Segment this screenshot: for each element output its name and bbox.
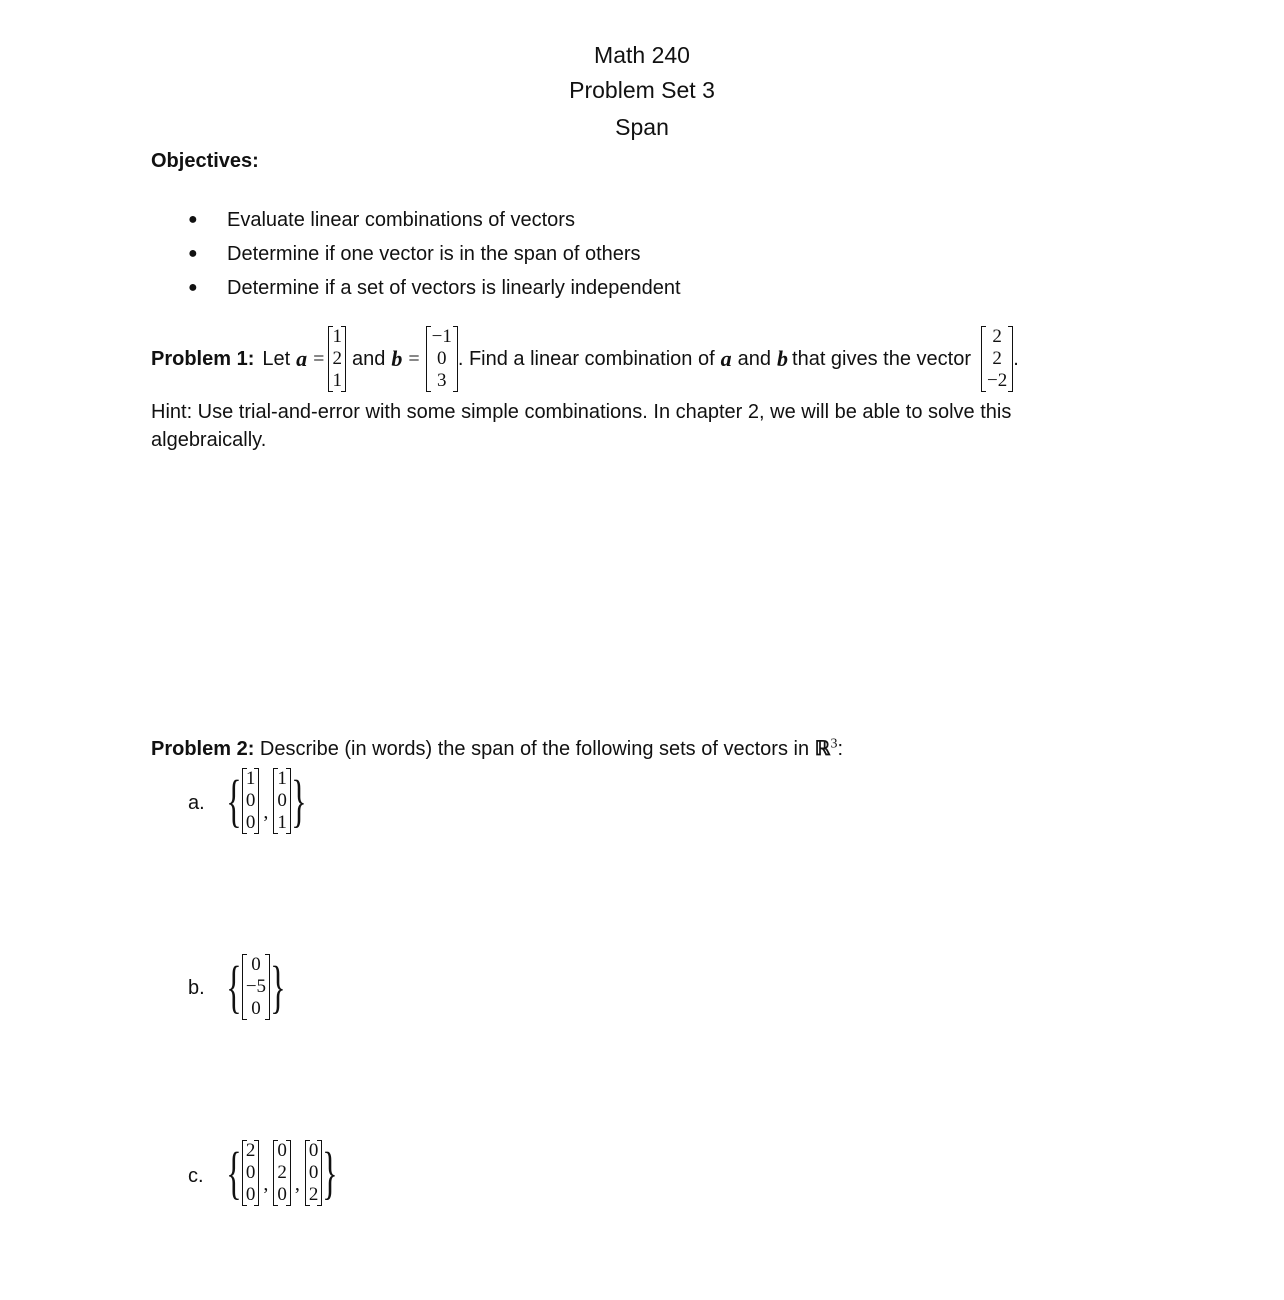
objectives-list [188, 203, 681, 305]
comma: , [263, 800, 269, 823]
problem-1-text: . Find a linear combination of [457, 347, 715, 370]
target-vector-entry: −2 [987, 370, 1008, 391]
vector-entry: 0 [251, 998, 261, 1019]
vector-entry: 0 [277, 790, 287, 811]
right-brace: } [291, 768, 307, 833]
bullet-icon: ● [188, 245, 198, 262]
vector-entry: 1 [277, 768, 287, 789]
set-vector [305, 1140, 323, 1206]
vector-b [426, 326, 458, 392]
vector-b-entry: −1 [431, 326, 452, 347]
problem-1-text: that gives the vector [792, 347, 971, 370]
vector-entry: 2 [308, 1184, 319, 1205]
exponent: 3 [830, 736, 838, 752]
left-brace: { [226, 1140, 242, 1205]
colon: : [837, 738, 844, 760]
problem-2-statement [151, 736, 843, 761]
part-a-label: a. [188, 792, 205, 814]
vector-a-symbol: a [720, 346, 732, 371]
vector-a-symbol: a [296, 346, 308, 371]
part-b-label: b. [188, 977, 205, 999]
vector-set-a [226, 768, 307, 834]
vector-entry: 2 [245, 1140, 256, 1161]
vector-entry: 1 [245, 768, 256, 789]
hint-line: Hint: Use trial-and-error with some simple combinations. In chapter 2, we will be able to solve this [151, 401, 1012, 423]
set-vector [273, 1140, 291, 1206]
course-title: Math 240 [594, 42, 690, 68]
vector-b-symbol: b [391, 346, 403, 371]
target-vector [981, 326, 1013, 392]
vector-a [328, 326, 346, 392]
vector-entry: 1 [277, 812, 287, 833]
part-c-label: c. [188, 1165, 204, 1187]
problem-1-hint [151, 398, 1011, 454]
bullet-icon: ● [188, 211, 198, 228]
vector-entry: 2 [277, 1162, 287, 1183]
left-brace: { [226, 954, 242, 1019]
vector-entry: −5 [245, 976, 267, 997]
set-vector [242, 768, 260, 834]
set-vector [273, 768, 291, 834]
vector-set-b [226, 954, 286, 1020]
set-vector [242, 1140, 260, 1206]
vector-entry: 0 [251, 954, 261, 975]
vector-b-entry: 3 [436, 370, 447, 391]
vector-b-entry: 0 [436, 348, 447, 369]
set-vector [242, 954, 270, 1020]
real-space-symbol: ℝ [814, 738, 831, 760]
vector-set-c [226, 1140, 338, 1206]
and-text: and [737, 347, 772, 370]
objective-text: Determine if one vector is in the span of others [227, 242, 641, 265]
topic-title: Span [615, 114, 669, 140]
and-text: and [351, 347, 386, 370]
problem-1-statement [151, 324, 1019, 394]
objective-item [188, 237, 681, 271]
comma: , [294, 1172, 300, 1195]
problem-2-label: Problem 2: [151, 738, 255, 760]
objectives-heading: Objectives: [151, 150, 259, 172]
problem-set-title: Problem Set 3 [569, 77, 715, 103]
vector-entry: 0 [277, 1184, 287, 1205]
bullet-icon: ● [188, 279, 198, 296]
problem-1-label: Problem 1: [151, 347, 255, 370]
hint-line: algebraically. [151, 429, 267, 451]
vector-b-symbol: b [777, 346, 789, 371]
objective-text: Determine if a set of vectors is linearly independent [227, 276, 681, 299]
vector-entry: 0 [308, 1140, 319, 1161]
objective-item [188, 271, 681, 305]
vector-a-entry: 1 [332, 370, 342, 391]
comma: , [263, 1172, 269, 1195]
right-brace: } [270, 954, 286, 1019]
vector-a-entry: 1 [332, 326, 342, 347]
equals-sign: = [313, 347, 325, 370]
vector-entry: 0 [308, 1162, 319, 1183]
vector-entry: 0 [245, 790, 256, 811]
vector-entry: 0 [245, 1162, 256, 1183]
objective-item [188, 203, 681, 237]
problem-2-text: Describe (in words) the span of the following sets of vectors in [259, 738, 810, 760]
equals-sign: = [408, 347, 420, 370]
vector-a-entry: 2 [332, 348, 342, 369]
vector-entry: 0 [245, 1184, 256, 1205]
period: . [1013, 347, 1019, 370]
left-brace: { [226, 768, 242, 833]
let-text: Let [262, 347, 291, 370]
target-vector-entry: 2 [992, 348, 1002, 369]
vector-entry: 0 [245, 812, 256, 833]
right-brace: } [322, 1140, 338, 1205]
target-vector-entry: 2 [992, 326, 1002, 347]
objective-text: Evaluate linear combinations of vectors [227, 208, 575, 231]
vector-entry: 0 [277, 1140, 287, 1161]
